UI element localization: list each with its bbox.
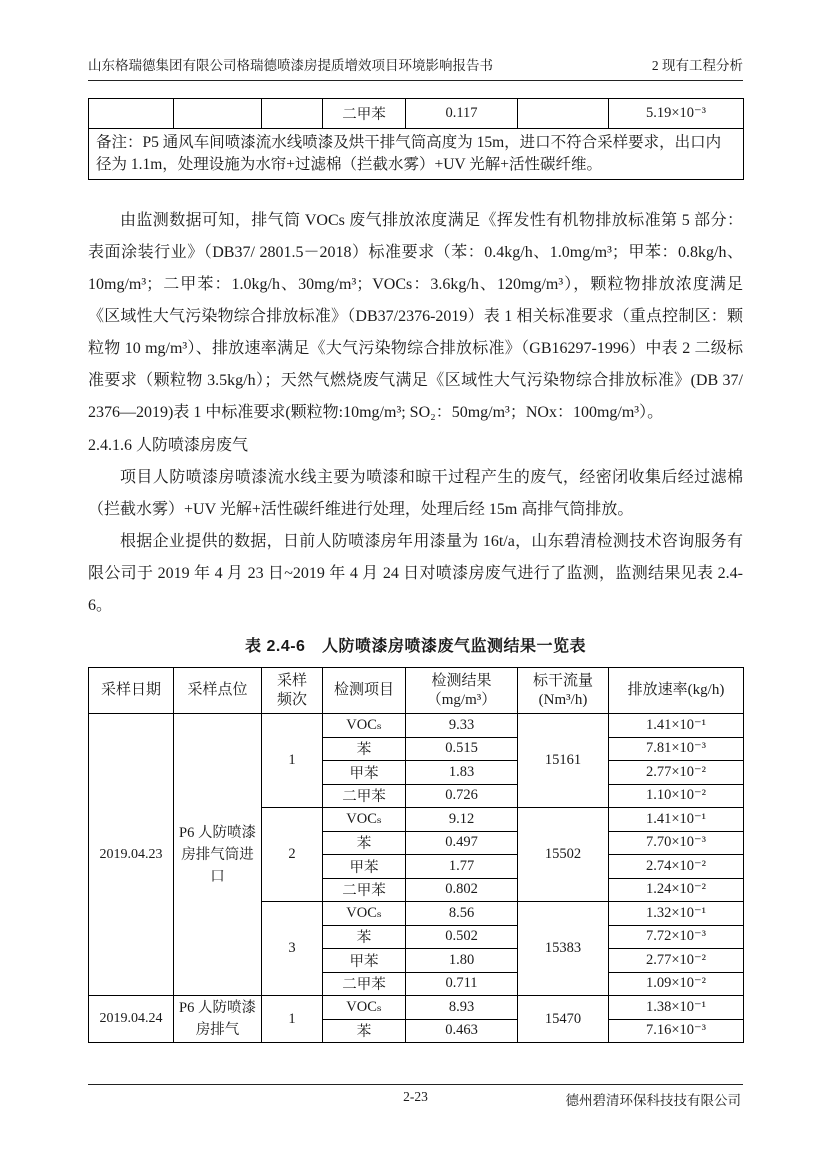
frequency-cell: 2 bbox=[262, 808, 323, 902]
frequency-cell: 1 bbox=[262, 996, 323, 1043]
item-cell: VOCₛ bbox=[323, 714, 406, 738]
col-header-location: 采样点位 bbox=[174, 668, 262, 714]
col-header-flow bbox=[518, 668, 609, 714]
page-header bbox=[88, 54, 743, 81]
item-cell: 苯 bbox=[323, 831, 406, 855]
table-row bbox=[89, 714, 744, 738]
rate-cell: 7.16×10⁻³ bbox=[609, 1019, 744, 1043]
col-header-item: 检测项目 bbox=[323, 668, 406, 714]
result-cell: 0.502 bbox=[406, 925, 518, 949]
frequency-cell: 1 bbox=[262, 714, 323, 808]
rate-cell: 1.24×10⁻² bbox=[609, 878, 744, 902]
result-cell: 0.117 bbox=[406, 99, 518, 129]
result-cell: 0.463 bbox=[406, 1019, 518, 1043]
col-header-rate: 排放速率(kg/h) bbox=[609, 668, 744, 714]
result-cell: 0.726 bbox=[406, 784, 518, 808]
rate-cell: 1.32×10⁻¹ bbox=[609, 902, 744, 926]
result-cell: 1.83 bbox=[406, 761, 518, 785]
col-header-flow-line2: (Nm³/h) bbox=[538, 691, 588, 708]
flow-cell: 15383 bbox=[518, 902, 609, 996]
date-cell: 2019.04.24 bbox=[89, 996, 174, 1043]
paragraph-process-description: 项目人防喷漆房喷漆流水线主要为喷漆和晾干过程产生的废气，经密闭收集后经过滤棉（拦截水雾）+UV 光解+活性碳纤维进行处理，处理后经 15m 高排气筒排放。 bbox=[88, 469, 743, 518]
rate-cell: 2.77×10⁻² bbox=[609, 761, 744, 785]
footer-company-name: 德州碧清环保科技技有限公司 bbox=[565, 1093, 741, 1108]
item-cell: VOCₛ bbox=[323, 996, 406, 1020]
rate-cell: 1.41×10⁻¹ bbox=[609, 808, 744, 832]
empty-cell bbox=[262, 99, 323, 129]
section-heading-2-4-1-6: 2.4.1.6 人防喷漆房废气 bbox=[88, 437, 249, 454]
empty-cell bbox=[174, 99, 262, 129]
item-cell: 二甲苯 bbox=[323, 99, 406, 129]
rate-cell: 1.41×10⁻¹ bbox=[609, 714, 744, 738]
result-cell: 8.56 bbox=[406, 902, 518, 926]
monitoring-results-table bbox=[88, 667, 744, 1043]
result-cell: 8.93 bbox=[406, 996, 518, 1020]
flow-cell: 15161 bbox=[518, 714, 609, 808]
flow-cell: 15502 bbox=[518, 808, 609, 902]
col-header-frequency-line1: 采样 bbox=[276, 672, 307, 689]
rate-cell: 2.77×10⁻² bbox=[609, 949, 744, 973]
col-header-result bbox=[406, 668, 518, 714]
col-header-result-line1: 检测结果 bbox=[431, 672, 492, 689]
page-number: 2-23 bbox=[403, 1089, 428, 1104]
rate-cell: 1.09×10⁻² bbox=[609, 972, 744, 996]
header-report-title: 山东格瑞德集团有限公司格瑞德喷漆房提质增效项目环境影响报告书 bbox=[88, 58, 493, 73]
table-row bbox=[89, 99, 744, 129]
result-cell: 9.12 bbox=[406, 808, 518, 832]
item-cell: 甲苯 bbox=[323, 855, 406, 879]
rate-cell: 7.72×10⁻³ bbox=[609, 925, 744, 949]
rate-cell: 1.10×10⁻² bbox=[609, 784, 744, 808]
empty-cell bbox=[518, 99, 609, 129]
rate-cell: 7.81×10⁻³ bbox=[609, 737, 744, 761]
item-cell: 甲苯 bbox=[323, 949, 406, 973]
item-cell: 二甲苯 bbox=[323, 972, 406, 996]
rate-cell: 7.70×10⁻³ bbox=[609, 831, 744, 855]
page-content bbox=[88, 0, 743, 1043]
paragraph-monitoring-arrangement: 根据企业提供的数据，日前人防喷漆房年用漆量为 16t/a，山东碧清检测技术咨询服务有限公司于 2019 年 4 月 23 日~2019 年 4 月 24 日对喷漆房废气进行了监测，监测结果见表 2.4-6。 bbox=[88, 533, 743, 614]
rate-cell: 1.38×10⁻¹ bbox=[609, 996, 744, 1020]
item-cell: 苯 bbox=[323, 1019, 406, 1043]
result-cell: 9.33 bbox=[406, 714, 518, 738]
empty-cell bbox=[89, 99, 174, 129]
item-cell: VOCₛ bbox=[323, 902, 406, 926]
result-cell: 0.711 bbox=[406, 972, 518, 996]
location-cell: P6 人防喷漆房排气筒进口 bbox=[174, 714, 262, 996]
table-caption: 表 2.4-6 人防喷漆房喷漆废气监测结果一览表 bbox=[245, 638, 586, 655]
col-header-result-line2: （mg/m³） bbox=[426, 691, 497, 708]
result-cell: 0.497 bbox=[406, 831, 518, 855]
table-row bbox=[89, 129, 744, 180]
result-cell: 0.515 bbox=[406, 737, 518, 761]
previous-table-fragment bbox=[88, 98, 744, 180]
location-cell: P6 人防喷漆房排气 bbox=[174, 996, 262, 1043]
col-header-date: 采样日期 bbox=[89, 668, 174, 714]
header-chapter-title: 2 现有工程分析 bbox=[651, 58, 743, 73]
result-cell: 0.802 bbox=[406, 878, 518, 902]
result-cell: 1.80 bbox=[406, 949, 518, 973]
date-cell: 2019.04.23 bbox=[89, 714, 174, 996]
result-cell: 1.77 bbox=[406, 855, 518, 879]
table-row bbox=[89, 996, 744, 1020]
item-cell: 二甲苯 bbox=[323, 878, 406, 902]
item-cell: 苯 bbox=[323, 737, 406, 761]
col-header-flow-line1: 标干流量 bbox=[532, 672, 593, 689]
table-header-row bbox=[89, 668, 744, 714]
col-header-frequency bbox=[262, 668, 323, 714]
col-header-frequency-line2: 频次 bbox=[276, 691, 307, 708]
flow-cell: 15470 bbox=[518, 996, 609, 1043]
item-cell: 甲苯 bbox=[323, 761, 406, 785]
item-cell: 二甲苯 bbox=[323, 784, 406, 808]
page-footer bbox=[88, 1084, 743, 1110]
rate-cell: 5.19×10⁻³ bbox=[609, 99, 744, 129]
table-note-cell: 备注：P5 通风车间喷漆流水线喷漆及烘干排气筒高度为 15m，进口不符合采样要求，出口内径为 1.1m，处理设施为水帘+过滤棉（拦截水雾）+UV 光解+活性碳纤维。 bbox=[89, 129, 744, 180]
paragraph-monitoring-conclusion: 由监测数据可知，排气筒 VOCs 废气排放浓度满足《挥发性有机物排放标准第 5 部分：表面涂装行业》（DB37/ 2801.5－2018）标准要求（苯：0.4kg/h、1.0mg/m³；甲苯：0.8kg/h、10mg/m³；二甲苯：1.0kg/h、30mg/m³；VOCs：3.6kg/h、120mg/m³），颗粒物排放浓度满足《区域性大气污染物综合排放标准》（DB37/2376-2019）表 1 相关标准要求（重点控制区：颗粒物 10 mg/m³）、排放速率满足《大气污染物综合排放标准》（GB16297-1996）中表 2 二级标准要求（颗粒物 3.5kg/h）；天然气燃烧废气满足《区域性大气污染物综合排放标准》(DB 37/ 2376—2019)表 1 中标准要求(颗粒物:10mg/m³; SO₂：50mg/m³；NOx：100mg/m³）。 bbox=[88, 212, 743, 421]
rate-cell: 2.74×10⁻² bbox=[609, 855, 744, 879]
item-cell: VOCₛ bbox=[323, 808, 406, 832]
item-cell: 苯 bbox=[323, 925, 406, 949]
frequency-cell: 3 bbox=[262, 902, 323, 996]
